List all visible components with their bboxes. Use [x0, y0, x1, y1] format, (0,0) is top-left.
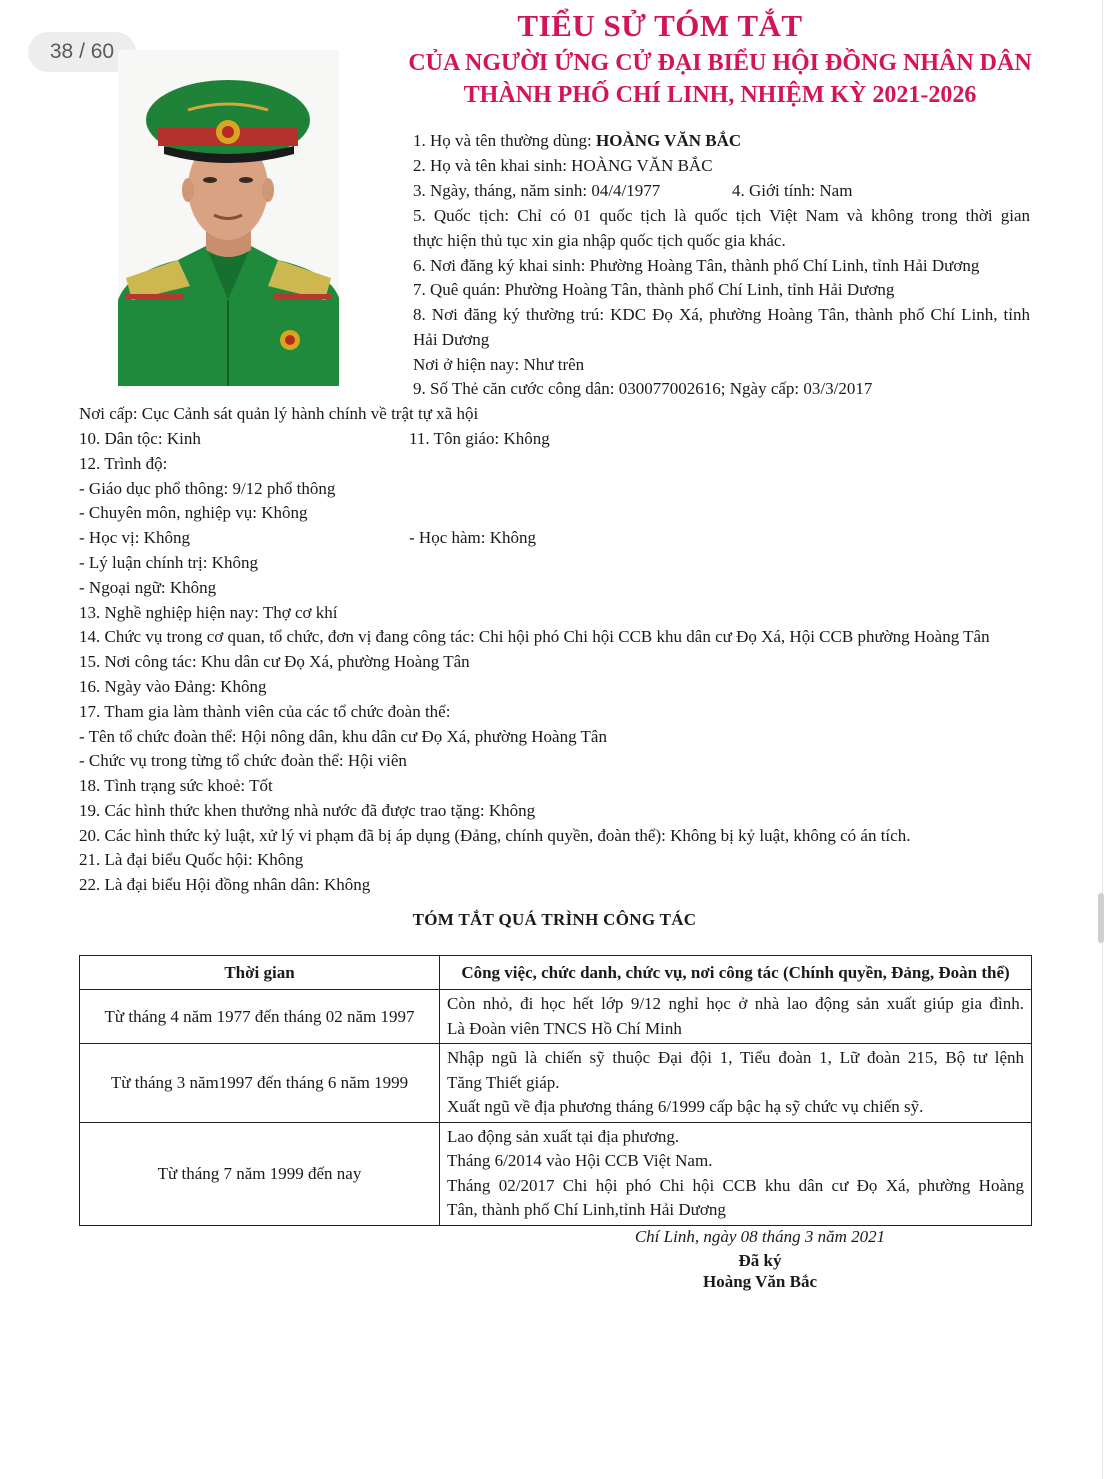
bio-party-date: 16. Ngày vào Đảng: Không — [79, 677, 267, 696]
signature-place-date: Chí Linh, ngày 08 tháng 3 năm 2021 — [634, 1227, 886, 1246]
bio-ethnicity: 10. Dân tộc: Kinh — [79, 429, 201, 448]
period-cell: Từ tháng 4 năm 1977 đến tháng 02 năm 1997 — [80, 990, 440, 1044]
bio-permanent-residence: 8. Nơi đăng ký thường trú: KDC Đọ Xá, phường Hoàng Tân, thành phố Chí Linh, tỉnh — [413, 305, 1030, 324]
bio-general-education: - Giáo dục phổ thông: 9/12 phổ thông — [79, 479, 336, 498]
bio-nationality-cont: thực hiện thủ tục xin gia nhập quốc tịch quốc gia khác. — [413, 231, 786, 250]
work-line: Tháng 02/2017 Chi hội phó Chi hội CCB khu dân cư Đọ Xá, phường Hoàng — [447, 1175, 1024, 1195]
bio-birth-registration: 6. Nơi đăng ký khai sinh: Phường Hoàng Tân, thành phố Chí Linh, tỉnh Hải Dương — [413, 256, 980, 275]
table-row — [80, 1122, 1032, 1225]
bio-organization-name: - Tên tổ chức đoàn thể: Hội nông dân, khu dân cư Đọ Xá, phường Hoàng Tân — [79, 727, 607, 746]
bio-common-name-label: 1. Họ và tên thường dùng: — [413, 131, 596, 150]
column-header-work: Công việc, chức danh, chức vụ, nơi công tác (Chính quyền, Đảng, Đoàn thể) — [440, 956, 1032, 990]
page-counter: 38 / 60 — [28, 32, 136, 72]
table-header-row — [80, 956, 1032, 990]
work-line: Xuất ngũ về địa phương tháng 6/1999 cấp bậc hạ sỹ chức vụ chiến sỹ. — [447, 1097, 924, 1116]
bio-peoples-council: 22. Là đại biểu Hội đồng nhân dân: Không — [79, 875, 371, 894]
work-line: Lao động sản xuất tại địa phương. — [447, 1126, 680, 1146]
work-line: Tân, thành phố Chí Linh,tỉnh Hải Dương — [447, 1200, 726, 1219]
work-line: Còn nhỏ, đi học hết lớp 9/12 nghỉ học ở nhà lao động sản xuất giúp gia đình. — [447, 994, 1024, 1013]
signature-status: Đã ký — [738, 1251, 782, 1270]
bio-gender: 4. Giới tính: Nam — [732, 181, 853, 200]
bio-common-name — [413, 131, 741, 151]
bio-education-heading: 12. Trình độ: — [79, 454, 168, 473]
bio-discipline: 20. Các hình thức kỷ luật, xử lý vi phạm đã bị áp dụng (Đảng, chính quyền, đoàn thể): Không bị kỷ luật, không có án tích. — [79, 826, 911, 845]
bio-workplace: 15. Nơi công tác: Khu dân cư Đọ Xá, phường Hoàng Tân — [79, 652, 470, 671]
bio-awards: 19. Các hình thức khen thưởng nhà nước đã được trao tặng: Không — [79, 801, 536, 820]
bio-occupation: 13. Nghề nghiệp hiện nay: Thợ cơ khí — [79, 603, 338, 622]
bio-id-issuer: Nơi cấp: Cục Cảnh sát quản lý hành chính về trật tự xã hội — [79, 404, 479, 423]
period-cell: Từ tháng 7 năm 1999 đến nay — [80, 1122, 440, 1225]
bio-national-assembly: 21. Là đại biểu Quốc hội: Không — [79, 850, 304, 869]
bio-position: 14. Chức vụ trong cơ quan, tổ chức, đơn vị đang công tác: Chi hội phó Chi hội CCB khu dân cư Đọ Xá, Hội CCB phường Hoàng Tân — [79, 627, 990, 646]
table-row — [80, 990, 1032, 1044]
bio-organization-role: - Chức vụ trong từng tổ chức đoàn thể: Hội viên — [79, 751, 407, 770]
career-table — [79, 955, 1032, 1226]
career-heading: TÓM TẮT QUÁ TRÌNH CÔNG TÁC — [412, 910, 697, 929]
document-subtitle-2: THÀNH PHỐ CHÍ LINH, NHIỆM KỲ 2021-2026 — [463, 82, 977, 108]
bio-professional: - Chuyên môn, nghiệp vụ: Không — [79, 503, 308, 522]
table-row — [80, 1044, 1032, 1123]
period-cell: Từ tháng 3 năm1997 đến tháng 6 năm 1999 — [80, 1044, 440, 1123]
bio-foreign-language: - Ngoại ngữ: Không — [79, 578, 217, 597]
bio-birth-name: 2. Họ và tên khai sinh: HOÀNG VĂN BẮC — [413, 156, 713, 175]
bio-organizations-heading: 17. Tham gia làm thành viên của các tổ chức đoàn thể: — [79, 702, 451, 721]
work-line: Là Đoàn viên TNCS Hồ Chí Minh — [447, 1018, 682, 1038]
bio-common-name-value: HOÀNG VĂN BẮC — [596, 131, 742, 150]
bio-current-residence: Nơi ở hiện nay: Như trên — [413, 355, 585, 374]
bio-nationality: 5. Quốc tịch: Chỉ có 01 quốc tịch là quốc tịch Việt Nam và không trong thời gian — [413, 206, 1030, 225]
bio-academic-title: - Học hàm: Không — [409, 528, 537, 547]
column-header-period: Thời gian — [80, 956, 440, 990]
bio-political-theory: - Lý luận chính trị: Không — [79, 553, 258, 572]
document-title: TIỂU SỬ TÓM TẮT — [517, 8, 803, 43]
bio-hometown: 7. Quê quán: Phường Hoàng Tân, thành phố Chí Linh, tỉnh Hải Dương — [413, 280, 895, 299]
candidate-photo — [118, 50, 339, 386]
bio-health: 18. Tình trạng sức khoẻ: Tốt — [79, 776, 273, 795]
bio-permanent-residence-cont: Hải Dương — [413, 330, 490, 349]
work-line: Tháng 6/2014 vào Hội CCB Việt Nam. — [447, 1151, 713, 1170]
work-line: Nhập ngũ là chiến sỹ thuộc Đại đội 1, Tiểu đoàn 1, Lữ đoàn 215, Bộ tư lệnh — [447, 1048, 1024, 1067]
bio-birth-date: 3. Ngày, tháng, năm sinh: 04/4/1977 — [413, 181, 661, 200]
bio-religion: 11. Tôn giáo: Không — [409, 429, 550, 448]
signature-name: Hoàng Văn Bắc — [703, 1272, 817, 1291]
work-cell — [440, 1044, 1032, 1123]
document-subtitle-1: CỦA NGƯỜI ỨNG CỬ ĐẠI BIỂU HỘI ĐỒNG NHÂN DÂN — [408, 50, 1032, 76]
work-line: Tăng Thiết giáp. — [447, 1072, 560, 1092]
work-cell — [440, 1122, 1032, 1225]
bio-degree: - Học vị: Không — [79, 528, 190, 547]
bio-id-card: 9. Số Thẻ căn cước công dân: 030077002616; Ngày cấp: 03/3/2017 — [413, 379, 873, 398]
work-cell — [440, 990, 1032, 1044]
